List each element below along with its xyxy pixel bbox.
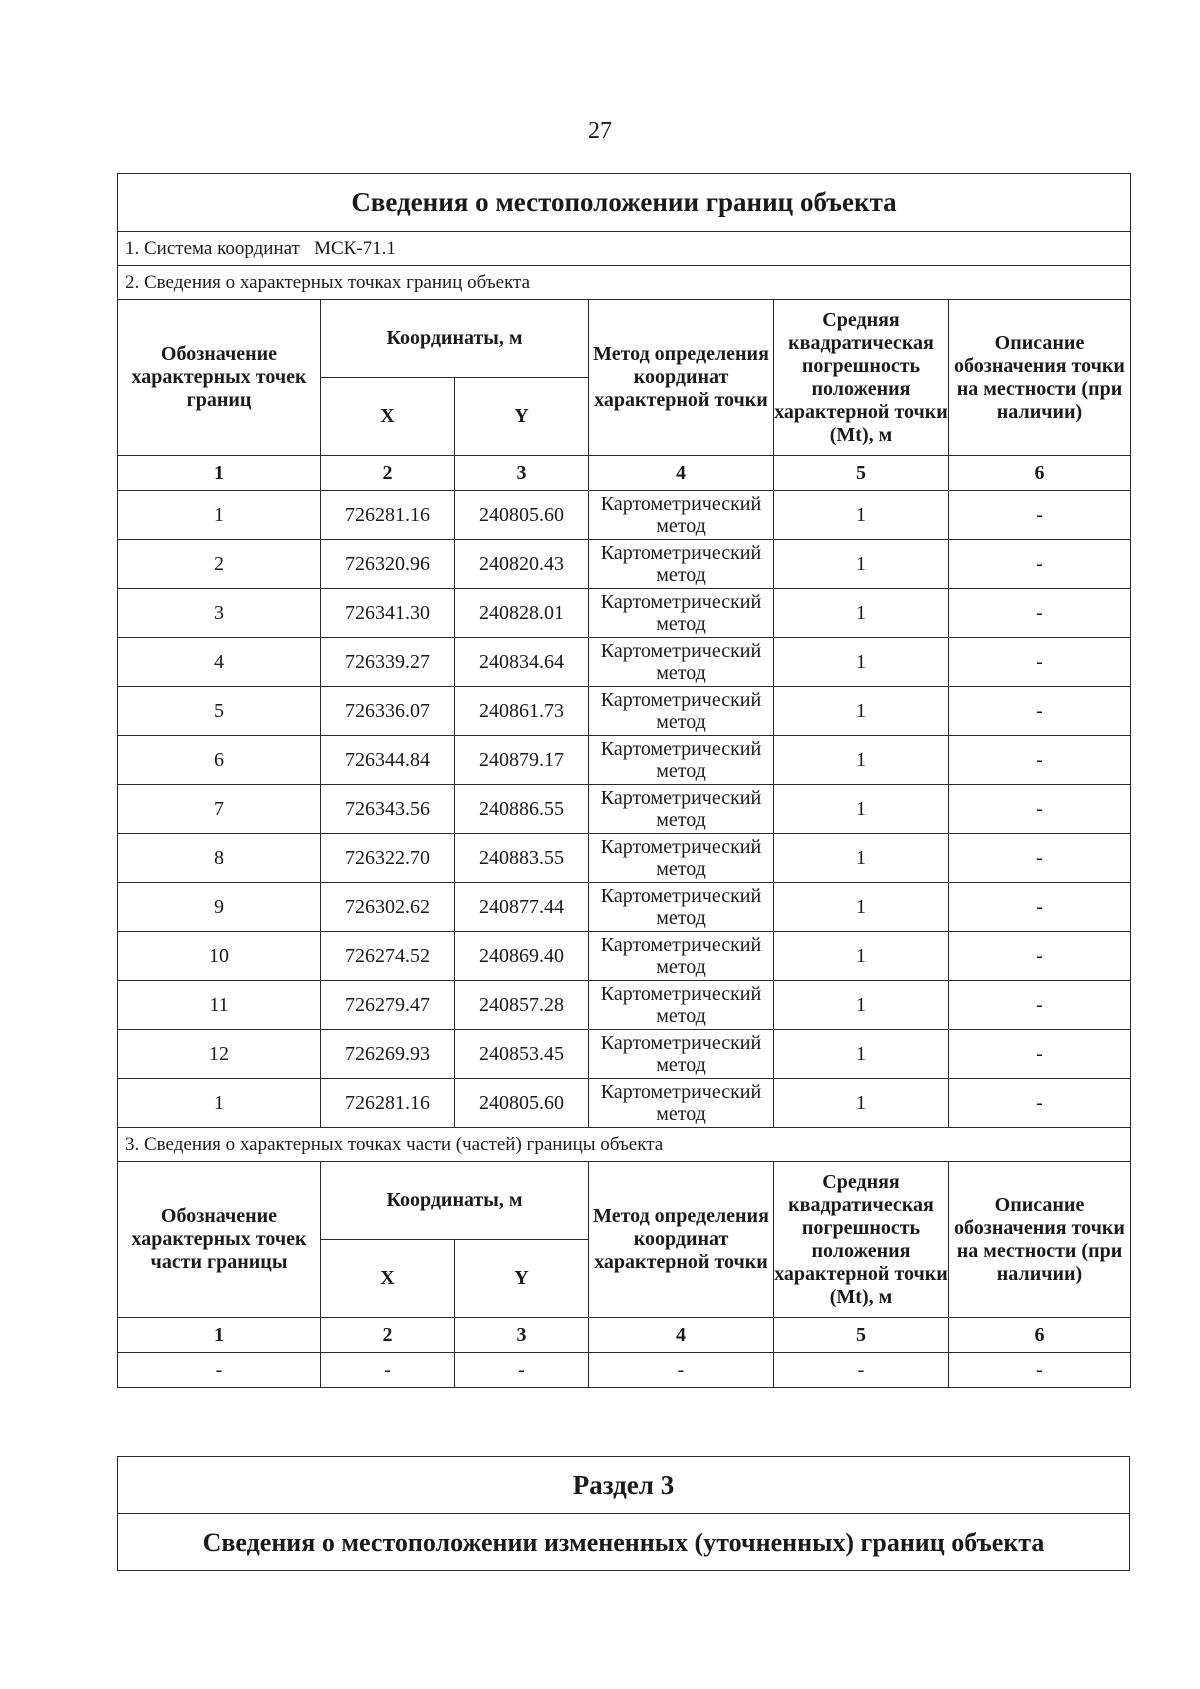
point-x: 726274.52 (321, 932, 455, 981)
point-id: 4 (118, 638, 321, 687)
column-number: 4 (589, 1318, 774, 1353)
point-x: 726320.96 (321, 540, 455, 589)
point-x: 726339.27 (321, 638, 455, 687)
table-row (118, 687, 1131, 736)
column-number: 4 (589, 456, 774, 491)
point-id: 7 (118, 785, 321, 834)
point-method: Картометрический метод (589, 540, 774, 589)
point-description: - (949, 981, 1131, 1030)
point-id: 5 (118, 687, 321, 736)
point-y: 240834.64 (455, 638, 589, 687)
column-number-row (118, 456, 1131, 491)
point-description: - (949, 491, 1131, 540)
point-id: 1 (118, 491, 321, 540)
boundary-title: Сведения о местоположении границ объекта (118, 174, 1131, 232)
column-number: 3 (455, 456, 589, 491)
point-y: 240877.44 (455, 883, 589, 932)
header-y: Y (455, 1240, 589, 1318)
table-row (118, 1030, 1131, 1079)
column-number: 5 (774, 456, 949, 491)
point-x: 726343.56 (321, 785, 455, 834)
table-row (118, 981, 1131, 1030)
column-number: 5 (774, 1318, 949, 1353)
point-id: 8 (118, 834, 321, 883)
point-x: 726341.30 (321, 589, 455, 638)
point-error: 1 (774, 1030, 949, 1079)
point-description: - (949, 834, 1131, 883)
point-id: 1 (118, 1079, 321, 1128)
part-point-id: - (118, 1353, 321, 1388)
column-number: 1 (118, 456, 321, 491)
coordinate-system-value: МСК-71.1 (314, 238, 396, 259)
column-number: 1 (118, 1318, 321, 1353)
point-error: 1 (774, 736, 949, 785)
point-method: Картометрический метод (589, 834, 774, 883)
point-description: - (949, 785, 1131, 834)
point-id: 3 (118, 589, 321, 638)
column-number: 2 (321, 1318, 455, 1353)
point-y: 240828.01 (455, 589, 589, 638)
header-y: Y (455, 378, 589, 456)
header-method: Метод определения координат характерной точки (589, 1162, 774, 1318)
point-y: 240857.28 (455, 981, 589, 1030)
point-error: 1 (774, 883, 949, 932)
point-description: - (949, 932, 1131, 981)
point-description: - (949, 1030, 1131, 1079)
point-x: 726281.16 (321, 1079, 455, 1128)
header-method: Метод определения координат характерной точки (589, 300, 774, 456)
header-description: Описание обозначения точки на местности (при наличии) (949, 1162, 1131, 1318)
point-id: 10 (118, 932, 321, 981)
point-x: 726336.07 (321, 687, 455, 736)
header-error: Средняя квадратическая погрешность положения характерной точки (Mt), м (774, 300, 949, 456)
point-method: Картометрический метод (589, 589, 774, 638)
column-number: 6 (949, 456, 1131, 491)
point-id: 2 (118, 540, 321, 589)
point-error: 1 (774, 1079, 949, 1128)
section3-subtitle: Сведения о местоположении измененных (уточненных) границ объекта (118, 1514, 1130, 1571)
point-x: 726281.16 (321, 491, 455, 540)
point-error: 1 (774, 687, 949, 736)
header-point-designation: Обозначение характерных точек границ (118, 300, 321, 456)
point-x: 726344.84 (321, 736, 455, 785)
point-y: 240883.55 (455, 834, 589, 883)
part-point-x: - (321, 1353, 455, 1388)
point-x: 726269.93 (321, 1030, 455, 1079)
point-y: 240805.60 (455, 1079, 589, 1128)
point-method: Картометрический метод (589, 785, 774, 834)
coordinate-system-row (118, 232, 1131, 266)
point-description: - (949, 540, 1131, 589)
section3-title: Раздел 3 (118, 1457, 1130, 1514)
point-error: 1 (774, 638, 949, 687)
section2-label: 2. Сведения о характерных точках границ объекта (118, 266, 1131, 300)
point-x: 726322.70 (321, 834, 455, 883)
header-x: X (321, 378, 455, 456)
header-coordinates: Координаты, м (321, 300, 589, 378)
section3-table (117, 1456, 1130, 1571)
table-row (118, 540, 1131, 589)
point-method: Картометрический метод (589, 883, 774, 932)
coordinate-system-label: 1. Система координат (125, 238, 300, 259)
table-row (118, 883, 1131, 932)
point-id: 9 (118, 883, 321, 932)
point-error: 1 (774, 540, 949, 589)
point-id: 6 (118, 736, 321, 785)
point-error: 1 (774, 491, 949, 540)
table-row (118, 638, 1131, 687)
point-error: 1 (774, 785, 949, 834)
point-method: Картометрический метод (589, 687, 774, 736)
table-row (118, 834, 1131, 883)
point-method: Картометрический метод (589, 736, 774, 785)
table-row (118, 736, 1131, 785)
point-error: 1 (774, 834, 949, 883)
point-id: 12 (118, 1030, 321, 1079)
point-y: 240869.40 (455, 932, 589, 981)
column-number-row (118, 1318, 1131, 1353)
column-number: 3 (455, 1318, 589, 1353)
point-method: Картометрический метод (589, 932, 774, 981)
part-point-error: - (774, 1353, 949, 1388)
column-number: 2 (321, 456, 455, 491)
point-method: Картометрический метод (589, 491, 774, 540)
header-x: X (321, 1240, 455, 1318)
point-x: 726279.47 (321, 981, 455, 1030)
point-description: - (949, 638, 1131, 687)
boundary-table (117, 173, 1131, 1388)
header-coordinates: Координаты, м (321, 1162, 589, 1240)
point-x: 726302.62 (321, 883, 455, 932)
point-description: - (949, 589, 1131, 638)
table-row (118, 491, 1131, 540)
point-method: Картометрический метод (589, 638, 774, 687)
point-description: - (949, 687, 1131, 736)
section3-label: 3. Сведения о характерных точках части (частей) границы объекта (118, 1128, 1131, 1162)
point-method: Картометрический метод (589, 1079, 774, 1128)
table-row (118, 932, 1131, 981)
point-error: 1 (774, 932, 949, 981)
point-error: 1 (774, 981, 949, 1030)
point-description: - (949, 1079, 1131, 1128)
point-y: 240886.55 (455, 785, 589, 834)
part-point-method: - (589, 1353, 774, 1388)
point-y: 240879.17 (455, 736, 589, 785)
column-number: 6 (949, 1318, 1131, 1353)
point-y: 240805.60 (455, 491, 589, 540)
point-y: 240853.45 (455, 1030, 589, 1079)
point-description: - (949, 883, 1131, 932)
point-description: - (949, 736, 1131, 785)
header-point-designation-part: Обозначение характерных точек части границы (118, 1162, 321, 1318)
header-error: Средняя квадратическая погрешность положения характерной точки (Mt), м (774, 1162, 949, 1318)
point-error: 1 (774, 589, 949, 638)
table-row (118, 589, 1131, 638)
part-point-description: - (949, 1353, 1131, 1388)
table-row (118, 1079, 1131, 1128)
table-row (118, 1353, 1131, 1388)
point-y: 240820.43 (455, 540, 589, 589)
page-number: 27 (588, 118, 612, 144)
point-y: 240861.73 (455, 687, 589, 736)
point-method: Картометрический метод (589, 1030, 774, 1079)
point-id: 11 (118, 981, 321, 1030)
header-description: Описание обозначения точки на местности (при наличии) (949, 300, 1131, 456)
part-point-y: - (455, 1353, 589, 1388)
table-row (118, 785, 1131, 834)
point-method: Картометрический метод (589, 981, 774, 1030)
